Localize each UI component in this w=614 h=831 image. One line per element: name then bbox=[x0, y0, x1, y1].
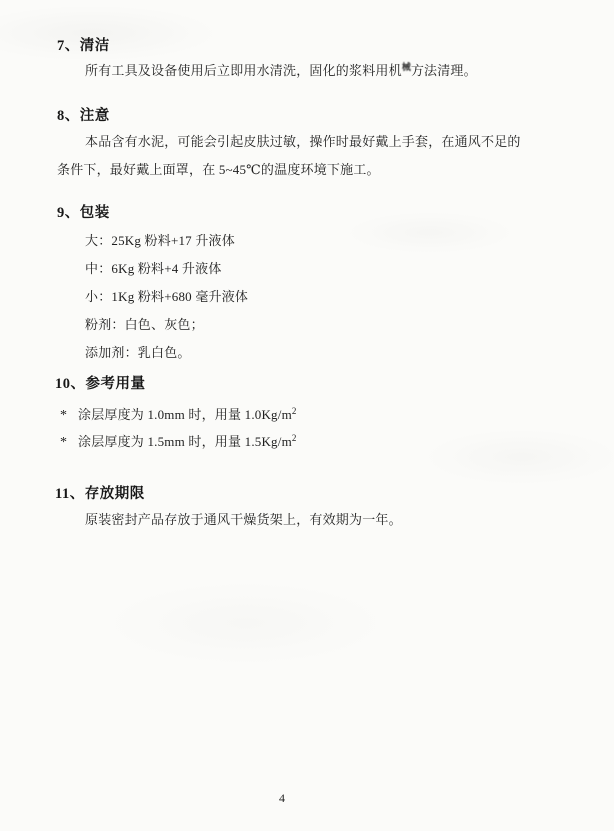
section-8-heading: 8、注意 bbox=[57, 108, 110, 124]
dosage-item bbox=[60, 431, 297, 451]
section-11-heading: 11、存放期限 bbox=[55, 486, 145, 502]
packaging-item-medium: 中：6Kg 粉料+4 升液体 bbox=[85, 261, 222, 276]
section-11-body: 原装密封产品存放于通风干燥货架上，有效期为一年。 bbox=[85, 512, 402, 527]
dosage-text: 涂层厚度为 1.5mm 时，用量 1.5Kg/m bbox=[78, 434, 292, 449]
superscript-exponent: 2 bbox=[291, 406, 297, 416]
section-7-body-pre: 所有工具及设备使用后立即用水清洗，固化的浆料用机 bbox=[85, 63, 402, 78]
packaging-item-small: 小：1Kg 粉料+680 毫升液体 bbox=[85, 289, 249, 304]
section-8-line-1: 本品含有水泥，可能会引起皮肤过敏，操作时最好戴上手套，在通风不足的 bbox=[85, 134, 521, 149]
section-8-line-2: 条件下，最好戴上面罩，在 5~45℃的温度环境下施工。 bbox=[57, 162, 380, 177]
asterisk-bullet: * bbox=[60, 408, 68, 423]
smudged-superscript-character: 械 bbox=[401, 62, 411, 72]
packaging-item-powder: 粉剂：白色、灰色； bbox=[85, 317, 204, 332]
dosage-text: 涂层厚度为 1.0mm 时，用量 1.0Kg/m bbox=[78, 407, 292, 422]
packaging-item-additive: 添加剂：乳白色。 bbox=[85, 345, 191, 360]
packaging-item-large: 大：25Kg 粉料+17 升液体 bbox=[85, 233, 235, 248]
section-7-body-post: 方法清理。 bbox=[410, 63, 477, 78]
section-7-heading: 7、清洁 bbox=[57, 38, 110, 54]
asterisk-bullet: * bbox=[60, 435, 68, 450]
page-number: 4 bbox=[279, 791, 285, 805]
dosage-item bbox=[60, 404, 297, 424]
section-7-body bbox=[85, 60, 477, 79]
superscript-exponent: 2 bbox=[291, 433, 297, 443]
section-9-heading: 9、包装 bbox=[57, 205, 110, 221]
section-10-heading: 10、参考用量 bbox=[55, 376, 146, 392]
